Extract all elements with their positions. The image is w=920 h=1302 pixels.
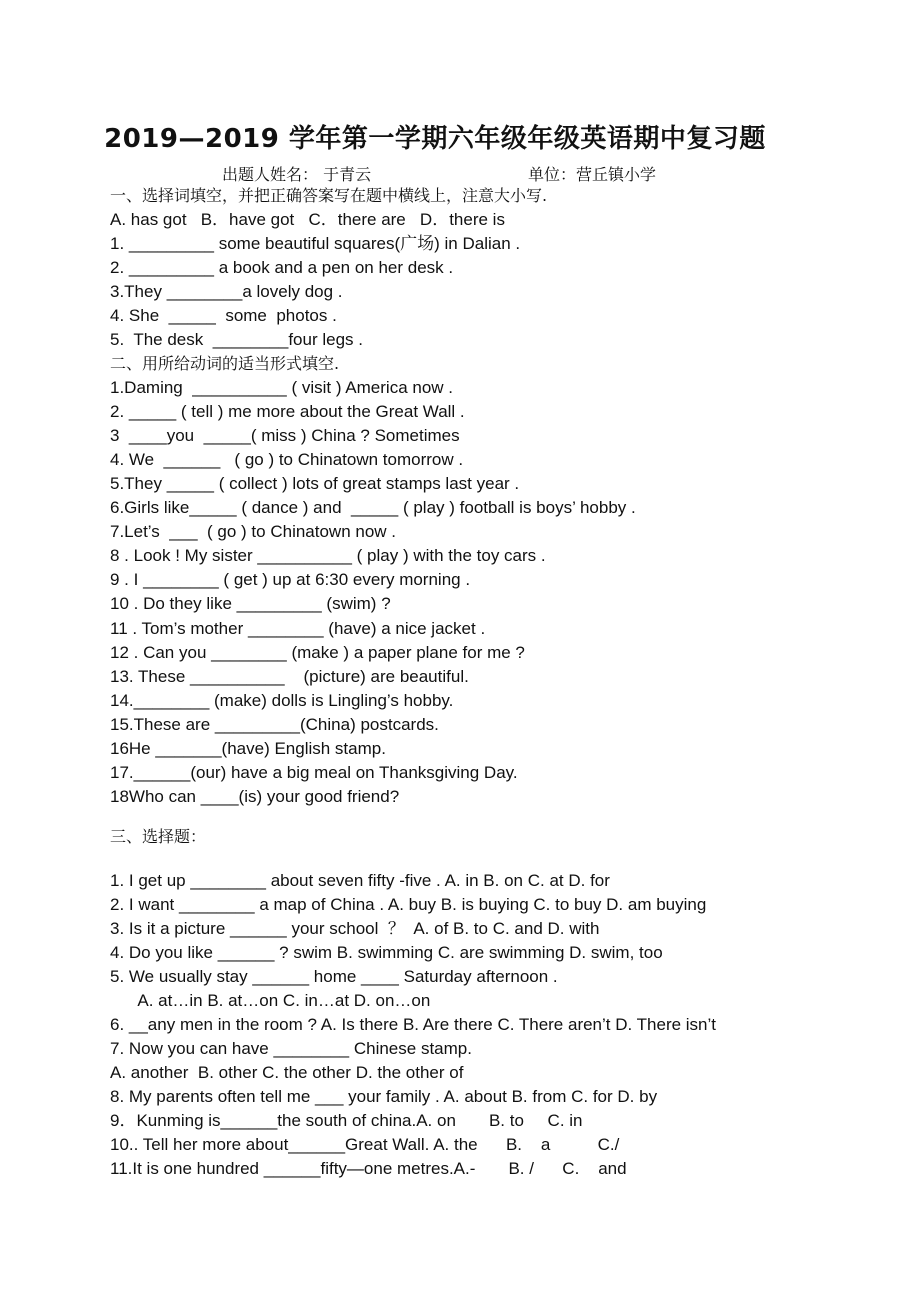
section2-item: 4. We ______ ( go ) to Chinatown tomorrow .	[110, 450, 464, 469]
author-label: 出题人姓名： 于青云	[222, 165, 372, 184]
unit-label: 单位：营丘镇小学	[528, 165, 657, 184]
section2-heading: 二、用所给动词的适当形式填空.	[110, 354, 340, 373]
section3-item: 3. Is it a picture ______ your school ？ A. of B. to C. and D. with	[110, 919, 600, 938]
section2-item: 13. These __________ (picture) are beautiful.	[110, 667, 469, 686]
section2-item: 14.________ (make) dolls is Lingling’s hobby.	[110, 691, 454, 710]
section3-item: 2. I want ________ a map of China . A. buy B. is buying C. to buy D. am buying	[110, 895, 707, 914]
page-title: 2019—2019 学年第一学期六年级年级英语期中复习题	[104, 124, 766, 154]
section2-item: 16He _______(have) English stamp.	[110, 739, 386, 758]
section2-item: 2. _____ ( tell ) me more about the Great Wall .	[110, 402, 465, 421]
section3-item: 8. My parents often tell me ___ your family . A. about B. from C. for D. by	[110, 1087, 658, 1106]
section3-item: A. at…in B. at…on C. in…at D. on…on	[110, 991, 431, 1010]
section3-item: 9．Kunming is______the south of china.A. on B. to C. in	[110, 1111, 583, 1130]
section3-item: 4. Do you like ______ ? swim B. swimming C. are swimming D. swim, too	[110, 943, 663, 962]
section1-item: 4. She _____ some photos .	[110, 306, 337, 325]
section3-heading: 三、选择题：	[110, 827, 207, 846]
section1-item: 3.They ________a lovely dog .	[110, 282, 343, 301]
section2-item: 1.Daming __________ ( visit ) America now .	[110, 378, 454, 397]
section2-item: 12 . Can you ________ (make ) a paper plane for me ?	[110, 643, 525, 662]
section2-item: 3 ____you _____( miss ) China ? Sometimes	[110, 426, 460, 445]
section2-item: 7.Let’s ___ ( go ) to Chinatown now .	[110, 522, 397, 541]
section3-item: 10.. Tell her more about______Great Wall. A. the B. a C./	[110, 1135, 620, 1154]
section2-item: 18Who can ____(is) your good friend?	[110, 787, 400, 806]
section3-item: A. another B. other C. the other D. the other of	[110, 1063, 464, 1082]
section2-item: 17.______(our) have a big meal on Thanksgiving Day.	[110, 763, 518, 782]
section3-item: 7. Now you can have ________ Chinese stamp.	[110, 1039, 472, 1058]
section1-item: 5. The desk ________four legs .	[110, 330, 363, 349]
section3-item: 6. __any men in the room ? A. Is there B. Are there C. There aren’t D. There isn’t	[110, 1015, 717, 1034]
section1-heading: 一、选择词填空，并把正确答案写在题中横线上，注意大小写.	[110, 186, 548, 205]
section2-item: 9 . I ________ ( get ) up at 6:30 every morning .	[110, 570, 471, 589]
section1-item: 2. _________ a book and a pen on her desk .	[110, 258, 454, 277]
section1-options: A. has got B．have got C．there are D．there is	[110, 210, 505, 229]
section2-item: 5.They _____ ( collect ) lots of great stamps last year .	[110, 474, 520, 493]
section2-item: 6.Girls like_____ ( dance ) and _____ ( play ) football is boys’ hobby .	[110, 498, 636, 517]
section2-item: 15.These are _________(China) postcards.	[110, 715, 439, 734]
section1-item: 1. _________ some beautiful squares(广场) in Dalian .	[110, 234, 521, 253]
section2-item: 11 . Tom’s mother ________ (have) a nice jacket .	[110, 619, 486, 638]
section3-item: 1. I get up ________ about seven fifty -five . A. in B. on C. at D. for	[110, 871, 610, 890]
section3-item: 5. We usually stay ______ home ____ Saturday afternoon .	[110, 967, 558, 986]
section2-item: 10 . Do they like _________ (swim) ?	[110, 594, 391, 613]
section2-item: 8 . Look ! My sister __________ ( play ) with the toy cars .	[110, 546, 546, 565]
section3-item: 11.It is one hundred ______fifty—one metres.A.- B. / C. and	[110, 1159, 627, 1178]
